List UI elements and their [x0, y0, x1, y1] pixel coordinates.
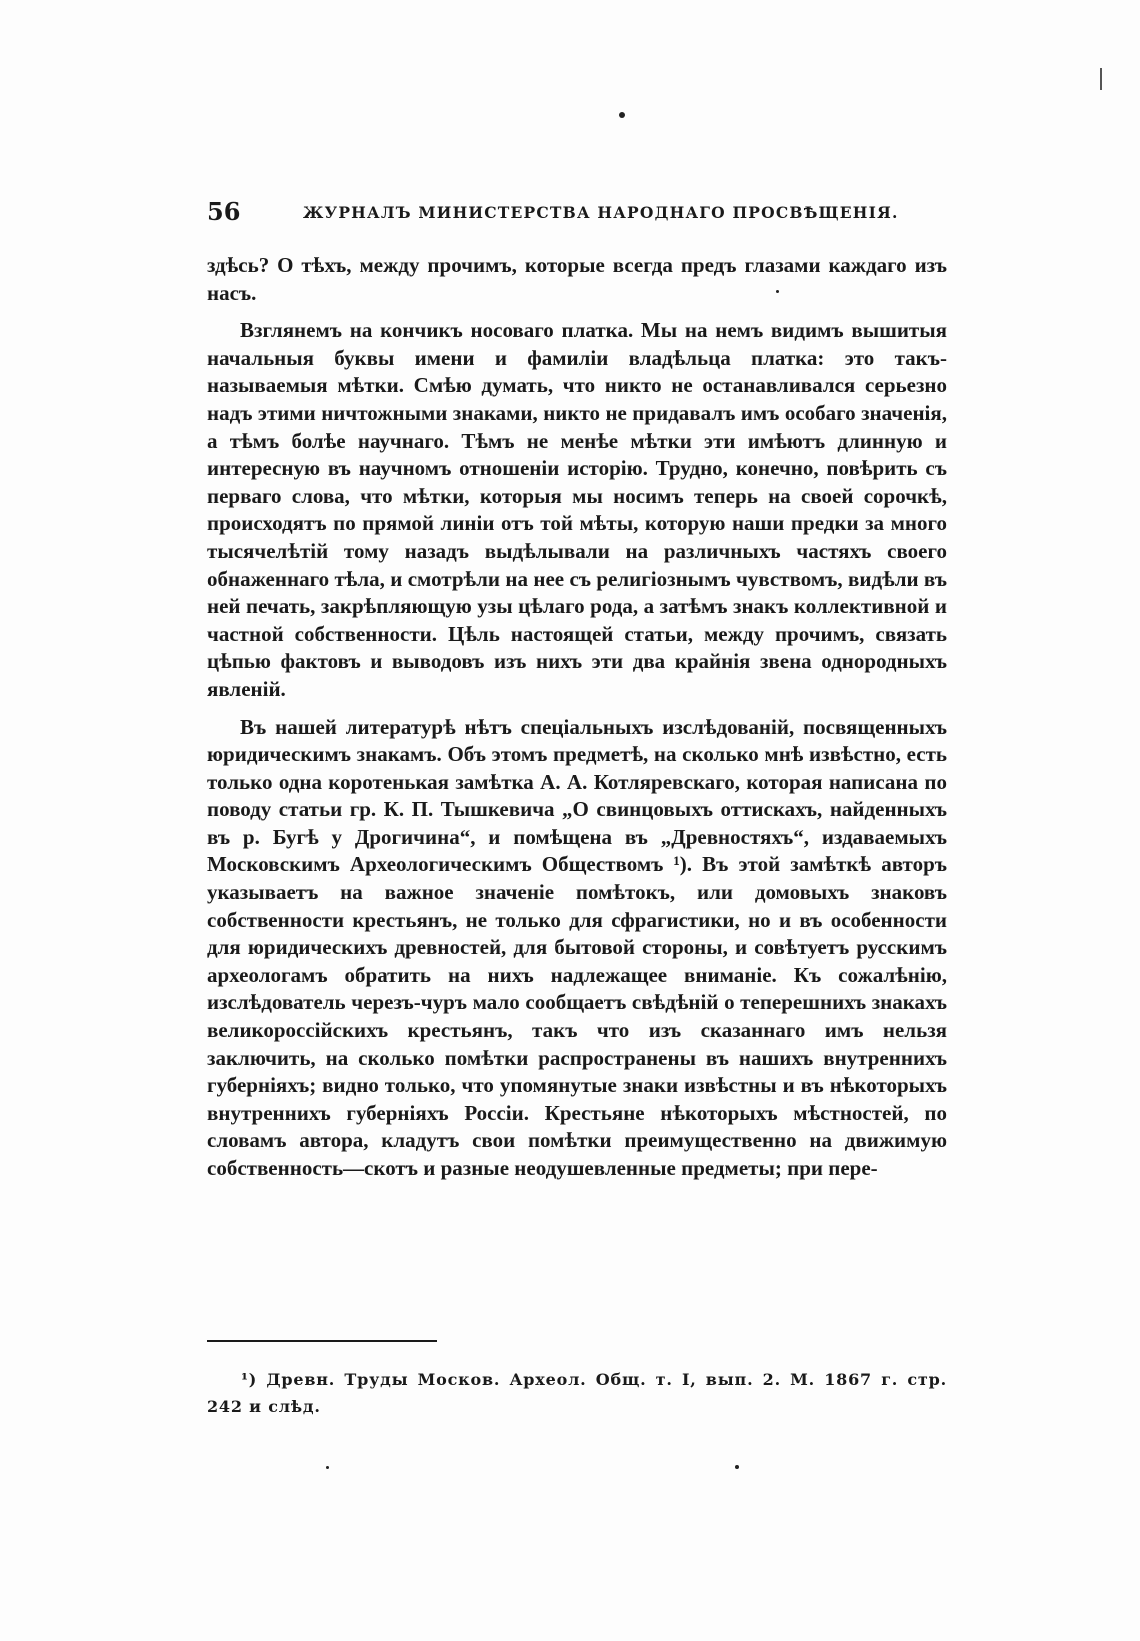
footnote-divider: [207, 1340, 437, 1342]
scan-speck: [619, 112, 625, 118]
scan-edge-mark: [1100, 68, 1102, 90]
page-header: [207, 197, 947, 227]
paragraph-continuation: здѣсь? О тѣхъ, между прочимъ, которые всегда предъ глазами каждаго изъ насъ.: [207, 253, 947, 305]
running-head: ЖУРНАЛЪ МИНИСТЕРСТВА НАРОДНАГО ПРОСВѢЩЕНІЯ.: [303, 203, 899, 222]
main-text: [207, 252, 947, 1183]
page-number: 56: [207, 197, 241, 226]
paragraph: Въ нашей литературѣ нѣтъ спеціальныхъ изслѣдованій, посвященныхъ юридическимъ знакамъ. Объ этомъ предметѣ, на сколько мнѣ извѣстно, есть только одна коротенькая замѣтка А. А. Котляревскаго, которая написана по поводу статьи гр. К. П. Тышкевича „О свинцовыхъ оттискахъ, найденныхъ въ р. Бугѣ у Дрогичина“, и помѣщена въ „Древностяхъ“, издаваемыхъ Московскимъ Археологическимъ Обществомъ ¹). Въ этой замѣткѣ авторъ указываетъ на важное значеніе помѣтокъ, или домовыхъ знаковъ собственности крестьянъ, не только для сфрагистики, но и въ особенности для юридическихъ древностей, для бытовой стороны, и совѣтуетъ русскимъ археологамъ обратить на нихъ надлежащее вниманіе. Къ сожалѣнію, изслѣдователь черезъ-чуръ мало сообщаетъ свѣдѣній о теперешнихъ знакахъ великороссійскихъ крестьянъ, такъ что изъ сказаннаго имъ нельзя заключить, на сколько помѣтки распространены въ нашихъ внутреннихъ губерніяхъ; видно только, что упомянутые знаки извѣстны и въ нѣкоторыхъ внутреннихъ губерніяхъ Россіи. Крестьяне нѣкоторыхъ мѣстностей, по словамъ автора, кладутъ свои помѣтки преимущественно на движимую собственность—скотъ и разные неодушевленные предметы; при пере-: [207, 714, 947, 1180]
footnote: ¹) Древн. Труды Москов. Археол. Общ. т. I, вып. 2. М. 1867 г. стр. 242 и слѣд.: [207, 1370, 947, 1416]
scan-speck: [735, 1465, 739, 1469]
paragraph: Взглянемъ на кончикъ носоваго платка. Мы на немъ видимъ вышитыя начальныя буквы имени и фамиліи владѣльца платка: это такъ-называемыя мѣтки. Смѣю думать, что никто не останавливался серьезно надъ этими ничтожными знаками, никто не придавалъ имъ особаго значенія, а тѣмъ болѣе научнаго. Тѣмъ не менѣе мѣтки эти имѣютъ длинную и интересную въ научномъ отношеніи исторію. Трудно, конечно, повѣрить съ перваго слова, что мѣтки, которыя мы носимъ теперь на своей сорочкѣ, происходятъ по прямой линіи отъ той мѣты, которую наши предки за много тысячелѣтій тому назадъ выдѣлывали на различныхъ частяхъ своего обнаженнаго тѣла, и смотрѣли на нее съ религіознымъ чувствомъ, видѣли въ ней печать, закрѣпляющую узы цѣлаго рода, а затѣмъ знакъ коллективной и частной собственности. Цѣль настоящей статьи, между прочимъ, связать цѣпью фактовъ и выводовъ изъ нихъ эти два крайнія звена однородныхъ явленій.: [207, 318, 947, 701]
scan-speck: [326, 1466, 329, 1469]
